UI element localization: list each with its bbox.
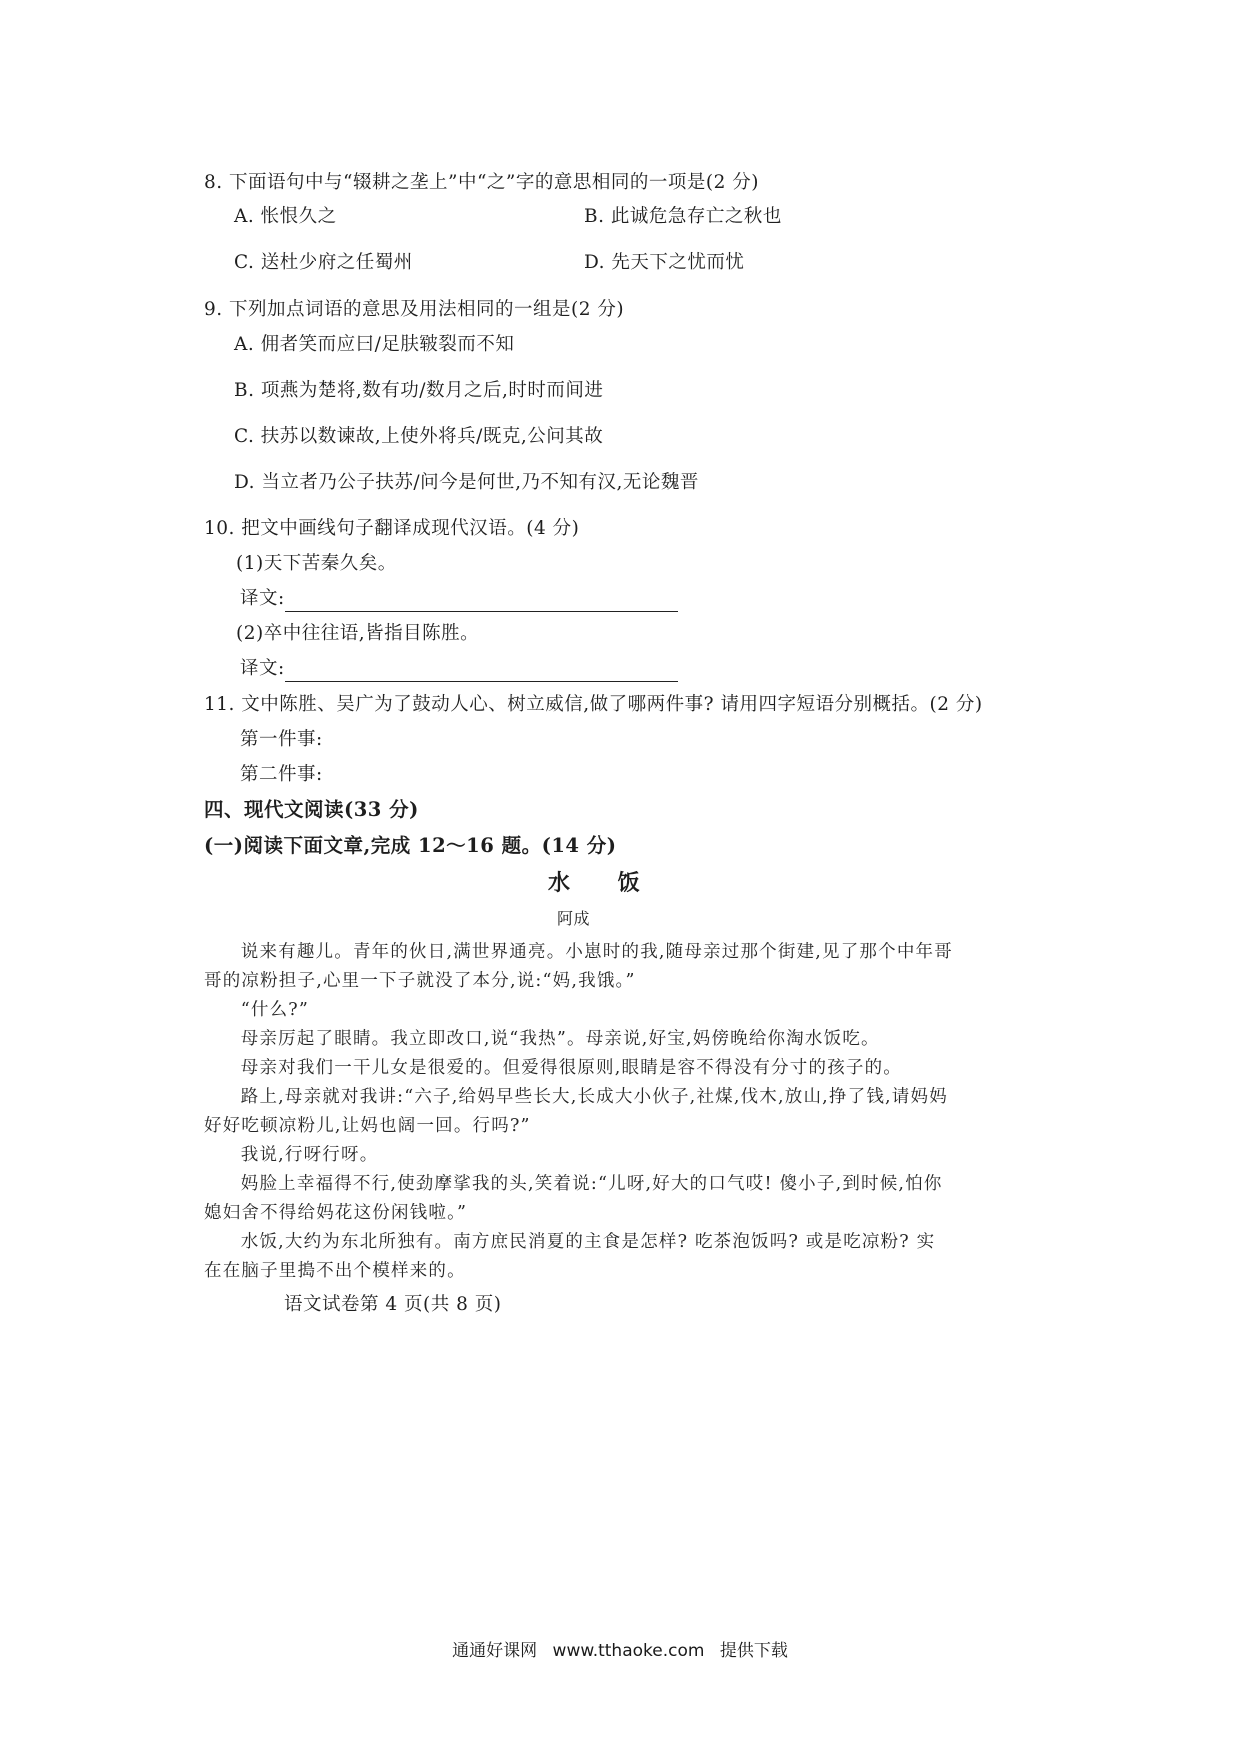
footer xyxy=(0,1636,1240,1661)
q9-option-d: D. 当立者乃公子扶苏/问今是何世,乃不知有汉,无论魏晋 xyxy=(234,472,699,493)
q10-answer-label-2: 译文: xyxy=(240,658,285,679)
page-number: 语文试卷第 4 页(共 8 页) xyxy=(284,1294,502,1315)
q9-stem: 9. 下列加点词语的意思及用法相同的一组是(2 分) xyxy=(204,299,625,320)
q8-option-d: D. 先天下之忧而忧 xyxy=(584,252,745,273)
q9-option-b: B. 项燕为楚将,数有功/数月之后,时时而间进 xyxy=(234,380,604,401)
q8-option-b: B. 此诚危急存亡之秋也 xyxy=(584,206,782,227)
q8-option-c: C. 送杜少府之任蜀州 xyxy=(234,252,413,273)
q10-answer-blank-2[interactable] xyxy=(285,663,678,682)
q10-answer-blank-1[interactable] xyxy=(285,593,678,612)
q11-second-event: 第二件事: xyxy=(240,764,323,785)
q10-stem: 10. 把文中画线句子翻译成现代汉语。(4 分) xyxy=(204,518,580,539)
article-paragraph: 水饭,大约为东北所独有。南方庶民消夏的主食是怎样? 吃茶泡饭吗? 或是吃凉粉? 实在在脑子里搗不出个模样来的。 xyxy=(204,1232,936,1281)
article-paragraph: 妈脸上幸福得不行,使劲摩挲我的头,笑着说:“儿呀,好大的口气哎! 傻小子,到时候,怕你媳妇舍不得给妈花这份闲钱啦。” xyxy=(204,1174,943,1223)
q10-answer-2 xyxy=(240,656,678,682)
q9-option-c: C. 扶苏以数谏故,上使外将兵/既克,公问其故 xyxy=(234,426,604,447)
section-heading: 四、现代文阅读(33 分) xyxy=(204,798,419,821)
q8-stem: 8. 下面语句中与“辍耕之垄上”中“之”字的意思相同的一项是(2 分) xyxy=(204,172,759,193)
footer-site-name: 通通好课网 xyxy=(452,1641,538,1661)
article-paragraph: “什么?” xyxy=(240,1000,310,1020)
footer-url-link[interactable]: www.tthaoke.com xyxy=(552,1641,705,1661)
article-paragraph: 我说,行呀行呀。 xyxy=(240,1145,379,1165)
q8-option-a: A. 怅恨久之 xyxy=(234,206,337,227)
article-paragraph: 母亲厉起了眼睛。我立即改口,说“我热”。母亲说,好宝,妈傍晚给你淘水饭吃。 xyxy=(240,1029,880,1049)
article-body xyxy=(204,938,954,1286)
q10-sentence-1: (1)天下苦秦久矣。 xyxy=(236,553,397,574)
q9-option-a: A. 佣者笑而应曰/足肤皲裂而不知 xyxy=(234,334,515,355)
article-paragraph: 说来有趣儿。青年的伙日,满世界通亮。小崽时的我,随母亲过那个街建,见了那个中年哥哥的凉粉担子,心里一下子就没了本分,说:“妈,我饿。” xyxy=(204,942,953,991)
q11-stem: 11. 文中陈胜、吴广为了鼓动人心、树立威信,做了哪两件事? 请用四字短语分别概括。(2 分) xyxy=(204,694,983,715)
reading-instruction: (一)阅读下面文章,完成 12～16 题。(14 分) xyxy=(204,834,617,857)
q10-answer-label-1: 译文: xyxy=(240,588,285,609)
q11-first-event: 第一件事: xyxy=(240,729,323,750)
q10-answer-1 xyxy=(240,586,678,612)
article-paragraph: 路上,母亲就对我讲:“六子,给妈早些长大,长成大小伙子,社煤,伐木,放山,挣了钱,请妈妈好好吃顿凉粉儿,让妈也阔一回。行吗?” xyxy=(204,1087,948,1136)
article-paragraph: 母亲对我们一干儿女是很爱的。但爱得很原则,眼睛是容不得没有分寸的孩子的。 xyxy=(240,1058,903,1078)
article-title: 水 饭 xyxy=(548,870,660,896)
q10-sentence-2: (2)卒中往往语,皆指目陈胜。 xyxy=(236,623,480,644)
footer-tail: 提供下载 xyxy=(719,1641,788,1661)
article-author: 阿成 xyxy=(557,909,591,928)
